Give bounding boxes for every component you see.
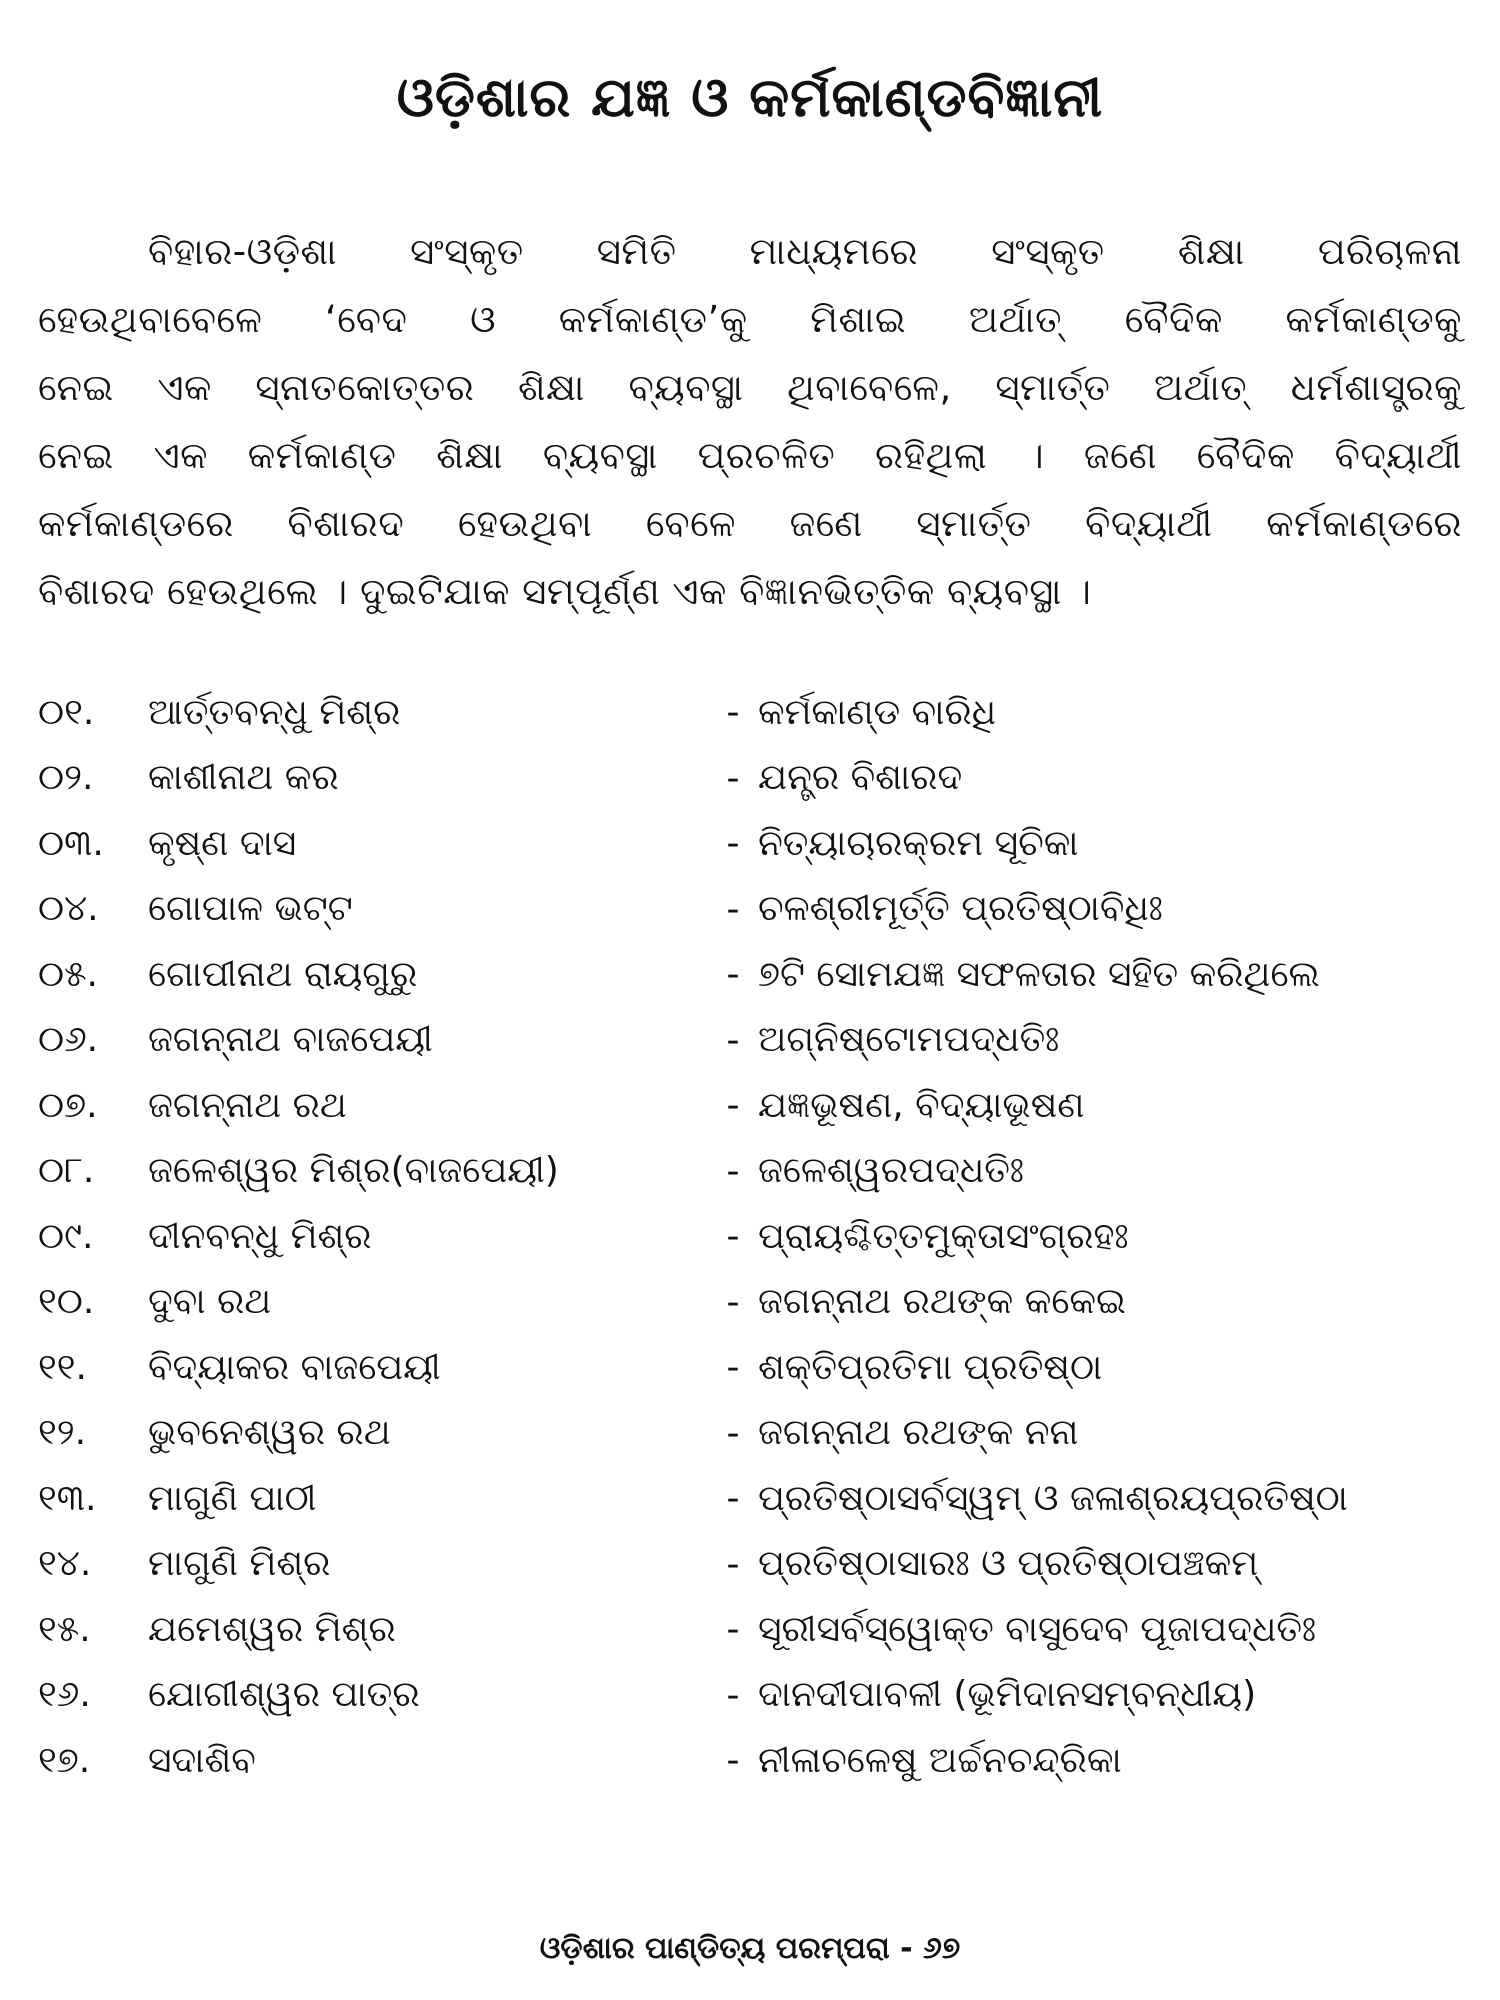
list-item xyxy=(38,877,1478,943)
separator-dash: - xyxy=(726,1085,740,1127)
separator-dash: - xyxy=(726,692,740,734)
item-number: ୧୭. xyxy=(38,1739,91,1781)
separator-dash: - xyxy=(726,1609,740,1651)
scholar-work: ଅଗ୍ନିଷ୍ଟୋମପଦ୍ଧତିଃ xyxy=(758,1019,1060,1061)
scholar-work: ପ୍ରତିଷ୍ଠାସର୍ବସ୍ୱମ୍ ଓ ଜଳାଶ୍ରୟପ୍ରତିଷ୍ଠା xyxy=(758,1477,1348,1519)
scholar-name: ମାଗୁଣି ପାଠୀ xyxy=(148,1477,317,1519)
item-number: ୦୧. xyxy=(38,691,95,733)
paragraph-line: ନେଇ ଏକ ସ୍ନାତକୋତ୍ତର ଶିକ୍ଷା ବ୍ୟବସ୍ଥା ଥିବାବେଳେ, ସ୍ମାର୍ତ୍ତ ଅର୍ଥାତ୍ ଧର୍ମଶାସ୍ତ୍ରକୁ xyxy=(38,366,1462,409)
separator-dash: - xyxy=(726,1674,740,1716)
scholar-work: ୭ଟି ସୋମଯଜ୍ଞ ସଫଳତାର ସହିତ କରିଥିଲେ xyxy=(758,953,1320,995)
separator-dash: - xyxy=(726,1216,740,1258)
separator-dash: - xyxy=(726,757,740,799)
scholar-name: ଯୋଗୀଶ୍ୱର ପାତ୍ର xyxy=(148,1674,420,1716)
scholar-work: ଶକ୍ତିପ୍ରତିମା ପ୍ରତିଷ୍ଠା xyxy=(758,1346,1103,1388)
scholar-work: ଜଗନ୍ନାଥ ରଥଙ୍କ କକେଇ xyxy=(758,1281,1126,1323)
separator-dash: - xyxy=(726,1412,740,1454)
scholar-name: ଗୋପାଳ ଭଟ୍ଟ xyxy=(148,888,353,930)
scholar-name: ସଦାଶିବ xyxy=(148,1739,256,1781)
item-number: ୧୦. xyxy=(38,1281,95,1323)
scholar-name: ଜଗନ୍ନାଥ ରଥ xyxy=(148,1084,347,1126)
item-number: ୧୪. xyxy=(38,1543,92,1585)
scholar-work: ଜଗନ୍ନାଥ ରଥଙ୍କ ନନା xyxy=(758,1412,1079,1454)
list-item xyxy=(38,1073,1478,1139)
paragraph-line: ହେଉଥିବାବେଳେ ‘ବେଦ ଓ କର୍ମକାଣ୍ଡ’କୁ ମିଶାଇ ଅର୍ଥାତ୍ ବୈଦିକ କର୍ମକାଣ୍ଡକୁ xyxy=(38,298,1462,341)
scholar-work: ଦାନଦୀପାବଳୀ (ଭୂମିଦାନସମ୍ବନ୍ଧୀୟ) xyxy=(758,1674,1257,1716)
separator-dash: - xyxy=(726,823,740,865)
page-footer: ଓଡ଼ିଶାର ପାଣ୍ଡିତ୍ୟ ପରମ୍ପରା - ୬୭ xyxy=(539,1931,961,1966)
separator-dash: - xyxy=(726,1347,740,1389)
item-number: ୦୮. xyxy=(38,1150,95,1192)
intro-paragraph xyxy=(38,218,1462,626)
list-item xyxy=(38,1401,1478,1467)
scholar-work: ଯନ୍ତ୍ର ବିଶାରଦ xyxy=(758,757,963,799)
scholar-work: ପ୍ରାୟଶ୍ଚିତ୍ତମୁକ୍ତାସଂଗ୍ରହଃ xyxy=(758,1215,1129,1257)
separator-dash: - xyxy=(726,1478,740,1520)
scholar-work: ନୀଳାଚଳେଷୁ ଅର୍ଚ୍ଚନଚନ୍ଦ୍ରିକା xyxy=(758,1739,1122,1781)
scholar-name: ଜଗନ୍ନାଥ ବାଜପେୟୀ xyxy=(148,1019,433,1061)
scholar-work: ଜଳେଶ୍ୱରପଦ୍ଧତିଃ xyxy=(758,1150,1024,1192)
list-item xyxy=(38,1466,1478,1532)
item-number: ୦୯. xyxy=(38,1215,94,1257)
scholar-name: ଦୁବା ରଥ xyxy=(148,1281,272,1323)
scholar-work: କର୍ମକାଣ୍ଡ ବାରିଧି xyxy=(758,691,997,733)
list-item xyxy=(38,1335,1478,1401)
paragraph-line: ବିହାର-ଓଡ଼ିଶା ସଂସ୍କୃତ ସମିତି ମାଧ୍ୟମରେ ସଂସ୍କୃତ ଶିକ୍ଷା ପରିଚାଳନା xyxy=(148,230,1462,273)
scholar-name: ଦୀନବନ୍ଧୁ ମିଶ୍ର xyxy=(148,1215,372,1257)
item-number: ୧୧. xyxy=(38,1346,87,1388)
item-number: ୧୩. xyxy=(38,1477,97,1519)
scholar-name: ଯମେଶ୍ୱର ମିଶ୍ର xyxy=(148,1608,396,1650)
list-item xyxy=(38,1139,1478,1205)
page-title: ଓଡ଼ିଶାର ଯଜ୍ଞ ଓ କର୍ମକାଣ୍ଡବିଜ୍ଞାନୀ xyxy=(396,66,1104,129)
list-item xyxy=(38,1663,1478,1729)
item-number: ୦୫. xyxy=(38,953,98,995)
scholar-work: ଯଜ୍ଞଭୂଷଣ, ବିଦ୍ୟାଭୂଷଣ xyxy=(758,1084,1085,1126)
paragraph-line: ନେଇ ଏକ କର୍ମକାଣ୍ଡ ଶିକ୍ଷା ବ୍ୟବସ୍ଥା ପ୍ରଚଳିତ ରହିଥିଲା । ଜଣେ ବୈଦିକ ବିଦ୍ୟାର୍ଥୀ xyxy=(38,434,1462,477)
list-item xyxy=(38,1204,1478,1270)
separator-dash: - xyxy=(726,1019,740,1061)
scholar-name: ଜଳେଶ୍ୱର ମିଶ୍ର(ବାଜପେୟୀ) xyxy=(148,1150,559,1192)
list-item xyxy=(38,811,1478,877)
list-item xyxy=(38,1008,1478,1074)
item-number: ୦୪. xyxy=(38,888,99,930)
scholar-name: ଆର୍ତ୍ତବନ୍ଧୁ ମିଶ୍ର xyxy=(148,691,401,733)
scholar-work: ଚଳଶ୍ରୀମୂର୍ତ୍ତି ପ୍ରତିଷ୍ଠାବିଧିଃ xyxy=(758,888,1163,930)
item-number: ୦୬. xyxy=(38,1019,99,1061)
item-number: ୦୨. xyxy=(38,757,94,799)
item-number: ୦୭. xyxy=(38,1084,98,1126)
scholar-work: ପ୍ରତିଷ୍ଠାସାରଃ ଓ ପ୍ରତିଷ୍ଠାପଞ୍ଚକମ୍ xyxy=(758,1543,1259,1585)
scholar-list xyxy=(38,680,1478,1794)
scholar-work: ନିତ୍ୟାଚାରକ୍ରମ ସୂଚିକା xyxy=(758,822,1079,864)
item-number: ୧୨. xyxy=(38,1412,87,1454)
separator-dash: - xyxy=(726,1543,740,1585)
list-item xyxy=(38,1532,1478,1598)
separator-dash: - xyxy=(726,1740,740,1782)
list-item xyxy=(38,1728,1478,1794)
list-item xyxy=(38,1597,1478,1663)
list-item xyxy=(38,942,1478,1008)
scholar-name: କାଶୀନାଥ କର xyxy=(148,757,339,799)
separator-dash: - xyxy=(726,888,740,930)
list-item xyxy=(38,746,1478,812)
separator-dash: - xyxy=(726,954,740,996)
list-item xyxy=(38,1270,1478,1336)
paragraph-line: କର୍ମକାଣ୍ଡରେ ବିଶାରଦ ହେଉଥିବା ବେଳେ ଜଣେ ସ୍ମାର୍ତ୍ତ ବିଦ୍ୟାର୍ଥୀ କର୍ମକାଣ୍ଡରେ xyxy=(38,502,1462,545)
scholar-work: ସୂରୀସର୍ବସ୍ୱୋକ୍ତ ବାସୁଦେବ ପୂଜାପଦ୍ଧତିଃ xyxy=(758,1608,1317,1650)
paragraph-line: ବିଶାରଦ ହେଉଥିଲେ । ଦୁଇଟିଯାକ ସମ୍ପୂର୍ଣ୍ଣ ଏକ ବିଜ୍ଞାନଭିତ୍ତିକ ବ୍ୟବସ୍ଥା । xyxy=(38,570,1092,613)
scholar-name: ବିଦ୍ୟାକର ବାଜପେୟୀ xyxy=(148,1346,441,1388)
separator-dash: - xyxy=(726,1150,740,1192)
scholar-name: ଭୁବନେଶ୍ୱର ରଥ xyxy=(148,1412,391,1454)
item-number: ୦୩. xyxy=(38,822,104,864)
item-number: ୧୬. xyxy=(38,1674,91,1716)
list-item xyxy=(38,680,1478,746)
scholar-name: କୃଷ୍ଣ ଦାସ xyxy=(148,822,297,864)
scholar-name: ମାଗୁଣି ମିଶ୍ର xyxy=(148,1543,331,1585)
item-number: ୧୫. xyxy=(38,1608,91,1650)
scholar-name: ଗୋପୀନାଥ ରାୟଗୁରୁ xyxy=(148,953,418,995)
separator-dash: - xyxy=(726,1281,740,1323)
